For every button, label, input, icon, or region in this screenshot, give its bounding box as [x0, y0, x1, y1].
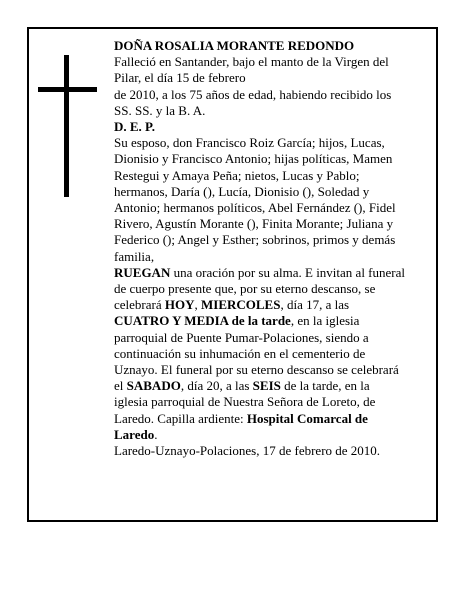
ruegan-text: RUEGAN — [114, 264, 171, 280]
family-line: Restegui y Amaya Peña; nietos, Lucas y Pablo; — [114, 167, 360, 183]
death-announcement — [114, 54, 414, 119]
funeral-line: iglesia parroquial de Nuestra Señora de Loreto, de — [114, 394, 376, 410]
family-line: Rivero, Agustín Morante (), Finita Morante; Juliana y — [114, 216, 394, 232]
family-line: Su esposo, don Francisco Roiz García; hijos, Lucas, — [114, 135, 385, 151]
death-line: SS. SS. y la B. A. — [114, 102, 206, 118]
family-line: Antonio; hermanos políticos, Abel Fernández (), Fidel — [114, 200, 396, 216]
death-line: de 2010, a los 75 años de edad, habiendo recibido los — [114, 86, 392, 102]
family-line: hermanos, Daría (), Lucía, Dionisio (), Soledad y — [114, 183, 370, 199]
sabado-text: SABADO — [126, 378, 181, 394]
funeral-line: el SABADO, día 20, a las SEIS de la tarde, en la — [114, 378, 370, 394]
death-line: Pilar, el día 15 de febrero — [114, 70, 246, 86]
hospital-text: Hospital Comarcal de — [246, 410, 368, 426]
funeral-line: celebrará HOY, MIERCOLES, día 17, a las — [114, 297, 350, 313]
funeral-line: de cuerpo presente que, por su eterno descanso, se — [114, 281, 376, 297]
death-line: Falleció en Santander, bajo el manto de la Virgen del — [114, 54, 389, 70]
funeral-line: Laredo. — [114, 426, 158, 442]
dep-line: D. E. P. — [114, 119, 156, 135]
hospital-text: Laredo — [114, 426, 155, 442]
cross-vertical-bar — [64, 55, 69, 197]
funeral-line: Laredo. Capilla ardiente: Hospital Comarcal de — [114, 410, 368, 426]
seis-text: SEIS — [252, 378, 281, 394]
family-line: familia, — [114, 248, 155, 264]
deceased-name: DOÑA ROSALIA MORANTE REDONDO — [114, 38, 355, 53]
obituary-text — [114, 38, 414, 459]
funeral-line: parroquial de Puente Pumar-Polaciones, siendo a — [114, 329, 369, 345]
cross-horizontal-bar — [38, 87, 97, 92]
funeral-line: RUEGAN una oración por su alma. E invitan al funeral — [114, 264, 405, 280]
funeral-line: Uznayo. El funeral por su eterno descanso se celebrará — [114, 362, 399, 378]
cross-icon — [38, 55, 97, 197]
funeral-details — [114, 265, 414, 443]
time-text: CUATRO Y MEDIA de la tarde — [114, 313, 291, 329]
hoy-text: HOY — [164, 297, 195, 313]
funeral-line: continuación su inhumación en el cementerio de — [114, 345, 366, 361]
closing-line: Laredo-Uznayo-Polaciones, 17 de febrero de 2010. — [114, 443, 381, 459]
family-line: Dionisio y Francisco Antonio; hijas políticas, Mamen — [114, 151, 393, 167]
funeral-line: CUATRO Y MEDIA de la tarde, en la iglesia — [114, 313, 360, 329]
family-list — [114, 135, 414, 265]
family-line: Federico (); Angel y Esther; sobrinos, primos y demás — [114, 232, 396, 248]
miercoles-text: MIERCOLES — [201, 297, 281, 313]
